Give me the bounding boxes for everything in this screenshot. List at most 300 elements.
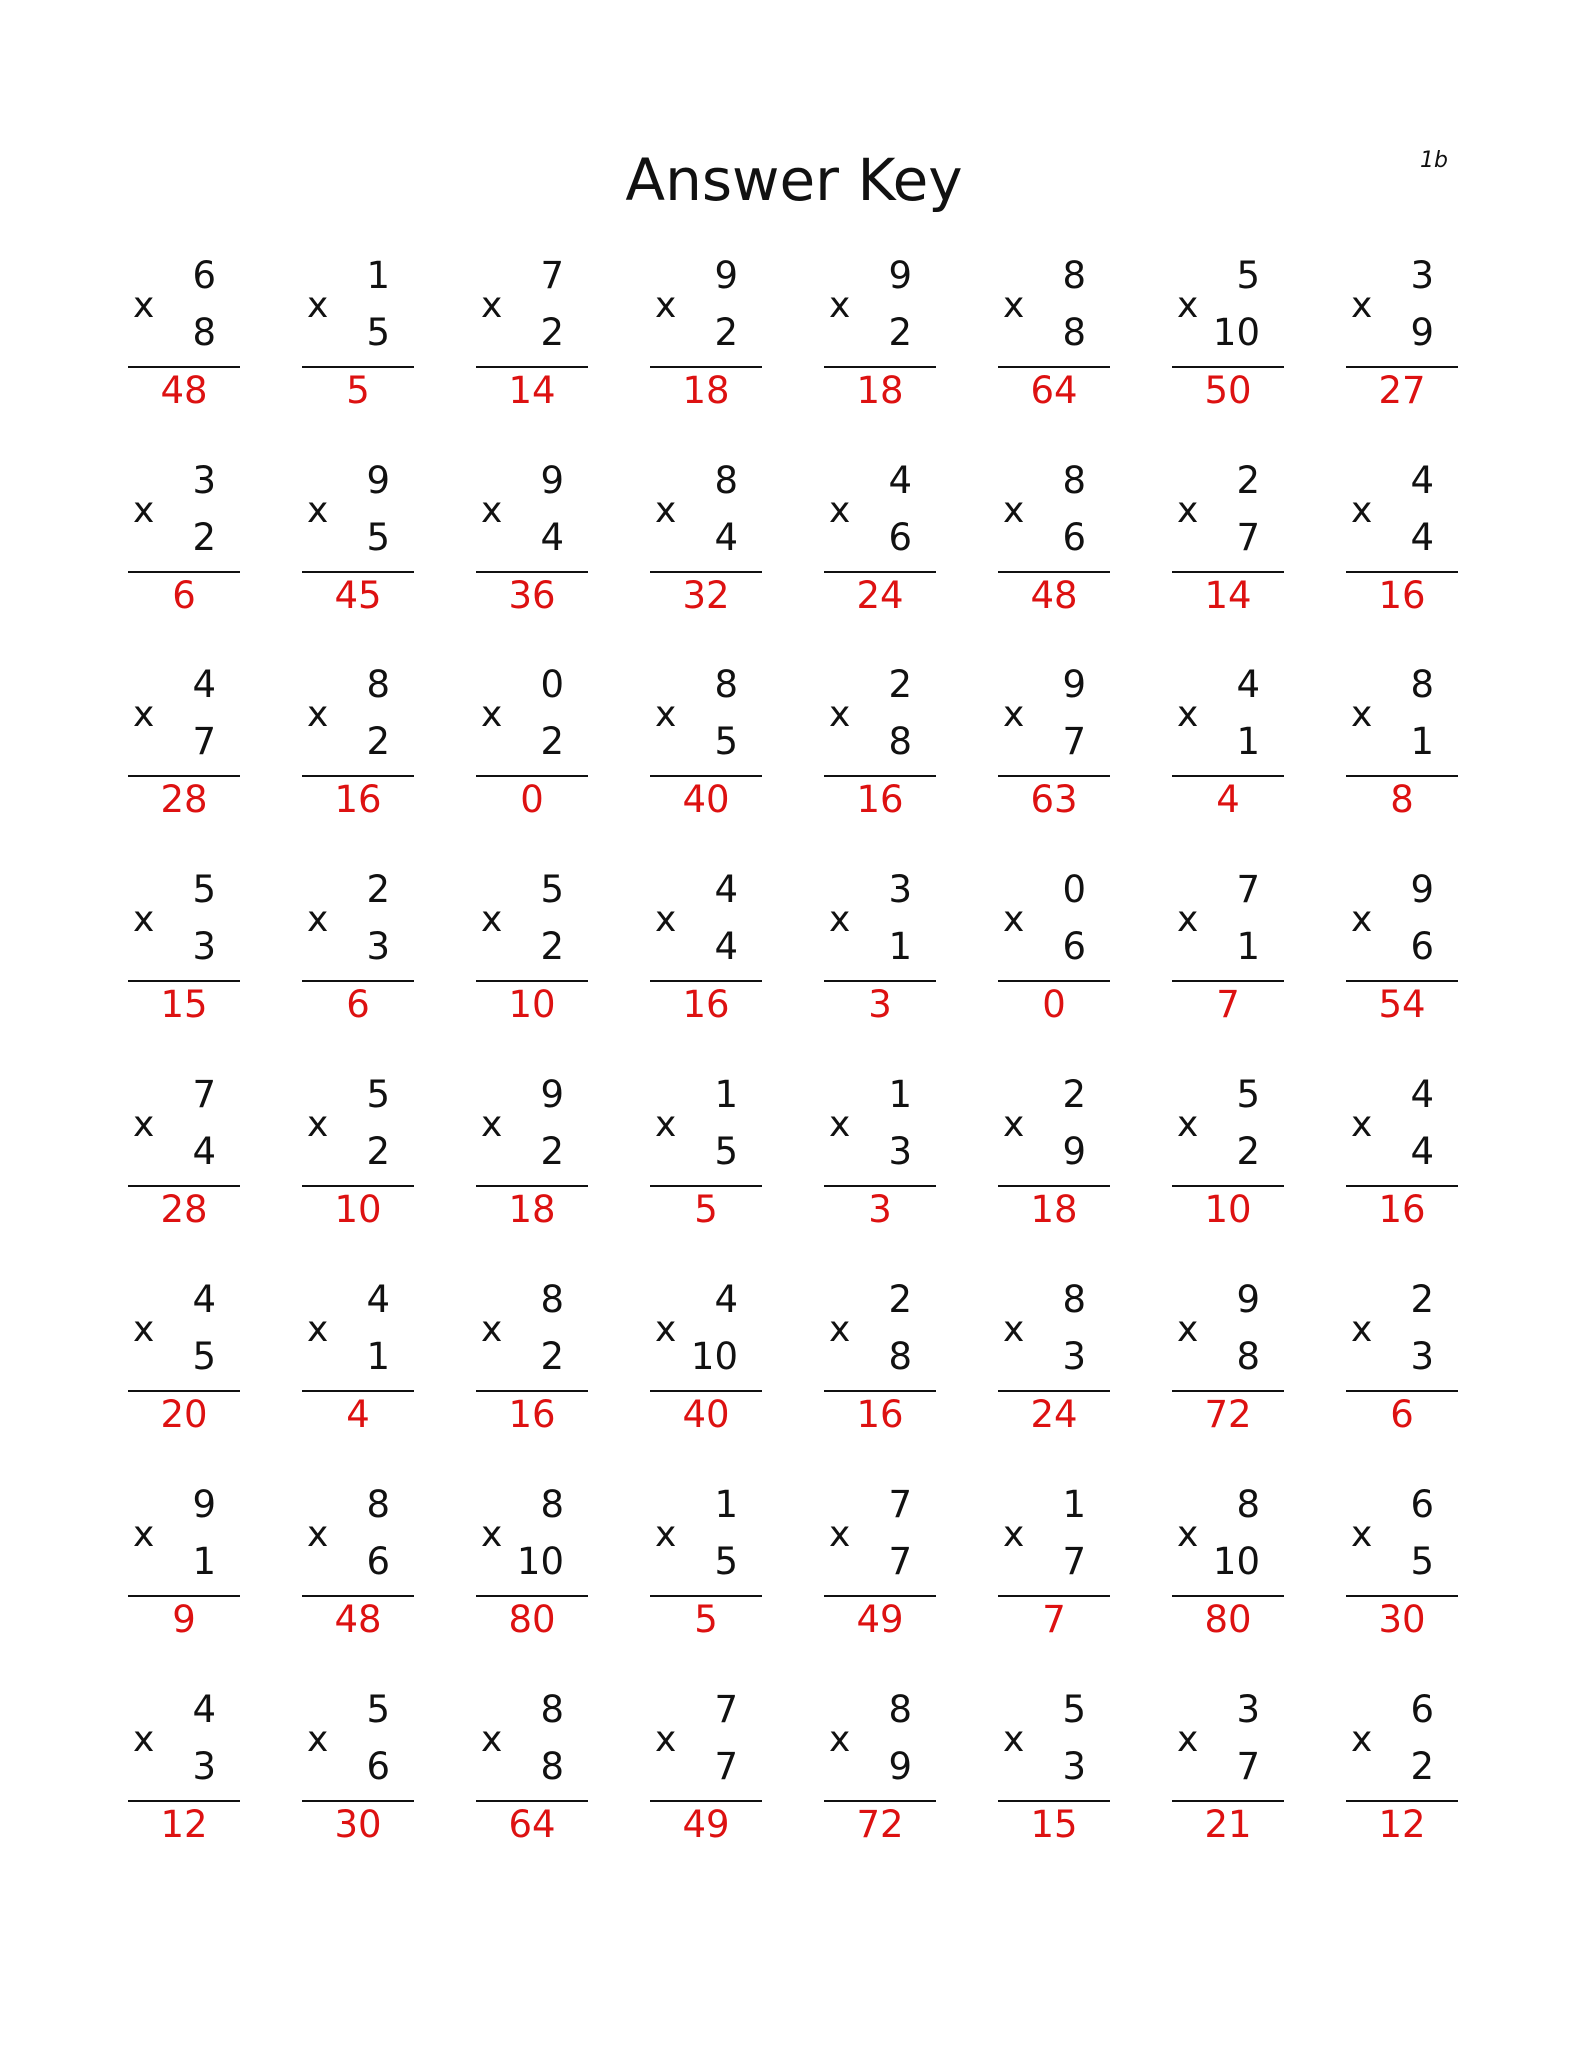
multiplicand: 8 bbox=[540, 1688, 564, 1731]
multiply-sign: x bbox=[1351, 285, 1373, 326]
answer-rule bbox=[302, 1595, 414, 1597]
multiplier: 1 bbox=[366, 1335, 390, 1378]
answer-rule bbox=[998, 1390, 1110, 1392]
answer: 20 bbox=[160, 1393, 208, 1436]
multiplier: 8 bbox=[1062, 311, 1086, 354]
multiplier: 7 bbox=[888, 1540, 912, 1583]
multiply-sign: x bbox=[481, 285, 503, 326]
problem-8-4 bbox=[650, 1686, 762, 1856]
multiply-sign: x bbox=[1003, 899, 1025, 940]
multiplicand: 4 bbox=[366, 1278, 390, 1321]
answer: 18 bbox=[508, 1188, 556, 1231]
multiply-sign: x bbox=[1003, 285, 1025, 326]
problem-7-3 bbox=[476, 1481, 588, 1651]
answer-rule bbox=[998, 1185, 1110, 1187]
problem-3-4 bbox=[650, 661, 762, 831]
multiplier: 2 bbox=[366, 1130, 390, 1173]
answer: 6 bbox=[172, 574, 196, 617]
multiplicand: 8 bbox=[714, 663, 738, 706]
multiplicand: 2 bbox=[1410, 1278, 1434, 1321]
answer-rule bbox=[476, 571, 588, 573]
multiplier: 2 bbox=[714, 311, 738, 354]
multiply-sign: x bbox=[133, 694, 155, 735]
multiplier: 7 bbox=[1062, 1540, 1086, 1583]
problem-6-1 bbox=[128, 1276, 240, 1446]
multiplicand: 1 bbox=[1062, 1483, 1086, 1526]
multiplier: 1 bbox=[1236, 720, 1260, 763]
answer: 5 bbox=[694, 1598, 718, 1641]
problem-7-4 bbox=[650, 1481, 762, 1651]
multiply-sign: x bbox=[1003, 694, 1025, 735]
problem-4-1 bbox=[128, 866, 240, 1036]
problem-7-8 bbox=[1346, 1481, 1458, 1651]
multiplier: 5 bbox=[714, 720, 738, 763]
problem-5-5 bbox=[824, 1071, 936, 1241]
multiplier: 3 bbox=[192, 1745, 216, 1788]
problem-1-8 bbox=[1346, 252, 1458, 422]
answer: 80 bbox=[1204, 1598, 1252, 1641]
multiply-sign: x bbox=[1003, 490, 1025, 531]
multiplicand: 1 bbox=[888, 1073, 912, 1116]
answer: 14 bbox=[508, 369, 556, 412]
problem-6-8 bbox=[1346, 1276, 1458, 1446]
answer: 49 bbox=[856, 1598, 904, 1641]
answer-rule bbox=[650, 1390, 762, 1392]
answer-rule bbox=[1172, 1595, 1284, 1597]
answer-rule bbox=[302, 775, 414, 777]
answer: 15 bbox=[160, 983, 208, 1026]
answer-rule bbox=[302, 1185, 414, 1187]
answer: 0 bbox=[520, 778, 544, 821]
multiplicand: 8 bbox=[1062, 254, 1086, 297]
answer-rule bbox=[1346, 571, 1458, 573]
multiplicand: 8 bbox=[1062, 459, 1086, 502]
multiply-sign: x bbox=[1177, 899, 1199, 940]
multiplicand: 7 bbox=[540, 254, 564, 297]
multiplier: 8 bbox=[888, 1335, 912, 1378]
multiplicand: 8 bbox=[366, 663, 390, 706]
multiplicand: 1 bbox=[714, 1073, 738, 1116]
multiplicand: 5 bbox=[1062, 1688, 1086, 1731]
multiplicand: 2 bbox=[1236, 459, 1260, 502]
problem-7-2 bbox=[302, 1481, 414, 1651]
problem-5-7 bbox=[1172, 1071, 1284, 1241]
multiply-sign: x bbox=[1003, 1309, 1025, 1350]
answer-rule bbox=[476, 775, 588, 777]
answer-rule bbox=[824, 1185, 936, 1187]
multiplier: 10 bbox=[1212, 311, 1260, 354]
multiplier: 2 bbox=[540, 1335, 564, 1378]
answer-rule bbox=[1172, 571, 1284, 573]
multiply-sign: x bbox=[829, 1719, 851, 1760]
multiplicand: 8 bbox=[366, 1483, 390, 1526]
problem-6-6 bbox=[998, 1276, 1110, 1446]
problem-7-5 bbox=[824, 1481, 936, 1651]
answer: 28 bbox=[160, 1188, 208, 1231]
answer: 3 bbox=[868, 1188, 892, 1231]
problem-8-2 bbox=[302, 1686, 414, 1856]
multiplier: 4 bbox=[714, 925, 738, 968]
problem-8-1 bbox=[128, 1686, 240, 1856]
multiplicand: 7 bbox=[888, 1483, 912, 1526]
answer-rule bbox=[302, 980, 414, 982]
answer: 63 bbox=[1030, 778, 1078, 821]
answer: 21 bbox=[1204, 1803, 1252, 1846]
multiply-sign: x bbox=[655, 285, 677, 326]
answer-rule bbox=[650, 1595, 762, 1597]
multiplier: 8 bbox=[192, 311, 216, 354]
answer: 6 bbox=[346, 983, 370, 1026]
answer: 54 bbox=[1378, 983, 1426, 1026]
multiplicand: 8 bbox=[888, 1688, 912, 1731]
multiplicand: 5 bbox=[1236, 254, 1260, 297]
answer: 5 bbox=[346, 369, 370, 412]
multiplier: 10 bbox=[516, 1540, 564, 1583]
answer: 45 bbox=[334, 574, 382, 617]
multiplicand: 1 bbox=[366, 254, 390, 297]
problem-8-8 bbox=[1346, 1686, 1458, 1856]
answer-rule bbox=[650, 571, 762, 573]
multiplicand: 7 bbox=[192, 1073, 216, 1116]
multiplier: 3 bbox=[1062, 1745, 1086, 1788]
answer: 64 bbox=[1030, 369, 1078, 412]
problem-2-3 bbox=[476, 457, 588, 627]
multiplier: 5 bbox=[1410, 1540, 1434, 1583]
multiply-sign: x bbox=[133, 1514, 155, 1555]
multiplicand: 9 bbox=[540, 459, 564, 502]
answer: 16 bbox=[334, 778, 382, 821]
multiplier: 5 bbox=[366, 516, 390, 559]
multiplicand: 8 bbox=[540, 1278, 564, 1321]
multiplicand: 9 bbox=[366, 459, 390, 502]
multiply-sign: x bbox=[307, 1309, 329, 1350]
answer: 14 bbox=[1204, 574, 1252, 617]
problem-1-6 bbox=[998, 252, 1110, 422]
problem-6-2 bbox=[302, 1276, 414, 1446]
multiplicand: 0 bbox=[1062, 868, 1086, 911]
answer: 10 bbox=[508, 983, 556, 1026]
answer: 24 bbox=[1030, 1393, 1078, 1436]
problem-8-3 bbox=[476, 1686, 588, 1856]
multiply-sign: x bbox=[1177, 1719, 1199, 1760]
multiply-sign: x bbox=[481, 1309, 503, 1350]
answer-rule bbox=[998, 980, 1110, 982]
problem-5-1 bbox=[128, 1071, 240, 1241]
multiply-sign: x bbox=[133, 1104, 155, 1145]
answer-rule bbox=[302, 366, 414, 368]
multiplier: 4 bbox=[1410, 516, 1434, 559]
multiplier: 3 bbox=[888, 1130, 912, 1173]
multiplier: 8 bbox=[888, 720, 912, 763]
multiply-sign: x bbox=[481, 1514, 503, 1555]
multiply-sign: x bbox=[133, 490, 155, 531]
multiply-sign: x bbox=[307, 285, 329, 326]
multiplicand: 4 bbox=[714, 1278, 738, 1321]
multiply-sign: x bbox=[1177, 285, 1199, 326]
problem-4-6 bbox=[998, 866, 1110, 1036]
multiplier: 5 bbox=[714, 1130, 738, 1173]
multiply-sign: x bbox=[829, 694, 851, 735]
multiply-sign: x bbox=[655, 694, 677, 735]
multiplier: 1 bbox=[192, 1540, 216, 1583]
answer: 48 bbox=[160, 369, 208, 412]
answer-rule bbox=[1346, 775, 1458, 777]
answer-rule bbox=[650, 980, 762, 982]
multiply-sign: x bbox=[307, 490, 329, 531]
problem-8-6 bbox=[998, 1686, 1110, 1856]
answer: 24 bbox=[856, 574, 904, 617]
problem-4-2 bbox=[302, 866, 414, 1036]
answer: 27 bbox=[1378, 369, 1426, 412]
multiplier: 7 bbox=[192, 720, 216, 763]
answer-rule bbox=[998, 1595, 1110, 1597]
problem-2-1 bbox=[128, 457, 240, 627]
answer: 7 bbox=[1216, 983, 1240, 1026]
multiplier: 8 bbox=[1236, 1335, 1260, 1378]
problem-8-5 bbox=[824, 1686, 936, 1856]
multiplier: 6 bbox=[1062, 516, 1086, 559]
multiplier: 2 bbox=[192, 516, 216, 559]
multiply-sign: x bbox=[481, 1104, 503, 1145]
answer: 15 bbox=[1030, 1803, 1078, 1846]
multiplicand: 6 bbox=[192, 254, 216, 297]
multiplicand: 9 bbox=[1410, 868, 1434, 911]
answer-rule bbox=[128, 1390, 240, 1392]
multiplier: 6 bbox=[1062, 925, 1086, 968]
multiply-sign: x bbox=[1351, 490, 1373, 531]
answer: 80 bbox=[508, 1598, 556, 1641]
multiplicand: 2 bbox=[366, 868, 390, 911]
answer-rule bbox=[824, 775, 936, 777]
problem-5-2 bbox=[302, 1071, 414, 1241]
answer-rule bbox=[1346, 366, 1458, 368]
problem-4-8 bbox=[1346, 866, 1458, 1036]
multiplicand: 5 bbox=[192, 868, 216, 911]
answer: 18 bbox=[682, 369, 730, 412]
problem-5-4 bbox=[650, 1071, 762, 1241]
answer: 16 bbox=[1378, 1188, 1426, 1231]
page-code: 1b bbox=[1420, 148, 1448, 173]
multiply-sign: x bbox=[307, 694, 329, 735]
answer: 9 bbox=[172, 1598, 196, 1641]
answer: 10 bbox=[334, 1188, 382, 1231]
answer-rule bbox=[824, 1390, 936, 1392]
answer-rule bbox=[128, 1595, 240, 1597]
multiplicand: 4 bbox=[1236, 663, 1260, 706]
answer: 4 bbox=[1216, 778, 1240, 821]
multiply-sign: x bbox=[1177, 694, 1199, 735]
problem-8-7 bbox=[1172, 1686, 1284, 1856]
answer: 40 bbox=[682, 778, 730, 821]
multiplicand: 4 bbox=[1410, 1073, 1434, 1116]
answer-rule bbox=[1172, 1800, 1284, 1802]
multiplier: 5 bbox=[366, 311, 390, 354]
answer: 36 bbox=[508, 574, 556, 617]
multiplier: 6 bbox=[888, 516, 912, 559]
answer: 16 bbox=[856, 778, 904, 821]
problem-4-5 bbox=[824, 866, 936, 1036]
multiplicand: 7 bbox=[1236, 868, 1260, 911]
multiplier: 9 bbox=[1410, 311, 1434, 354]
multiplier: 7 bbox=[1062, 720, 1086, 763]
answer-rule bbox=[1172, 1390, 1284, 1392]
answer-rule bbox=[128, 1800, 240, 1802]
answer-rule bbox=[1172, 366, 1284, 368]
problem-3-3 bbox=[476, 661, 588, 831]
answer-rule bbox=[650, 775, 762, 777]
problem-6-5 bbox=[824, 1276, 936, 1446]
answer: 7 bbox=[1042, 1598, 1066, 1641]
answer: 30 bbox=[1378, 1598, 1426, 1641]
multiply-sign: x bbox=[829, 285, 851, 326]
multiplicand: 8 bbox=[540, 1483, 564, 1526]
multiplicand: 4 bbox=[714, 868, 738, 911]
multiply-sign: x bbox=[133, 1309, 155, 1350]
answer-rule bbox=[302, 571, 414, 573]
problem-7-6 bbox=[998, 1481, 1110, 1651]
multiplicand: 7 bbox=[714, 1688, 738, 1731]
problem-2-2 bbox=[302, 457, 414, 627]
problem-4-7 bbox=[1172, 866, 1284, 1036]
multiplier: 1 bbox=[1236, 925, 1260, 968]
answer: 0 bbox=[1042, 983, 1066, 1026]
answer-rule bbox=[128, 1185, 240, 1187]
answer-rule bbox=[128, 980, 240, 982]
problem-1-5 bbox=[824, 252, 936, 422]
multiply-sign: x bbox=[481, 490, 503, 531]
multiplier: 3 bbox=[1062, 1335, 1086, 1378]
multiply-sign: x bbox=[829, 1309, 851, 1350]
problem-3-7 bbox=[1172, 661, 1284, 831]
multiplicand: 4 bbox=[1410, 459, 1434, 502]
answer: 3 bbox=[868, 983, 892, 1026]
multiplier: 4 bbox=[540, 516, 564, 559]
multiplicand: 9 bbox=[888, 254, 912, 297]
multiplicand: 9 bbox=[192, 1483, 216, 1526]
answer-rule bbox=[476, 1800, 588, 1802]
multiplicand: 3 bbox=[888, 868, 912, 911]
answer: 16 bbox=[508, 1393, 556, 1436]
answer: 8 bbox=[1390, 778, 1414, 821]
multiplier: 2 bbox=[1236, 1130, 1260, 1173]
answer: 50 bbox=[1204, 369, 1252, 412]
multiplicand: 8 bbox=[1062, 1278, 1086, 1321]
answer-rule bbox=[476, 366, 588, 368]
multiply-sign: x bbox=[655, 490, 677, 531]
multiplier: 1 bbox=[1410, 720, 1434, 763]
answer-rule bbox=[1172, 1185, 1284, 1187]
multiplier: 2 bbox=[540, 720, 564, 763]
multiply-sign: x bbox=[307, 899, 329, 940]
answer-rule bbox=[1346, 1595, 1458, 1597]
multiply-sign: x bbox=[1351, 899, 1373, 940]
multiply-sign: x bbox=[829, 899, 851, 940]
multiply-sign: x bbox=[829, 1514, 851, 1555]
answer-rule bbox=[476, 980, 588, 982]
multiply-sign: x bbox=[1177, 1514, 1199, 1555]
multiplier: 6 bbox=[366, 1540, 390, 1583]
answer-rule bbox=[824, 571, 936, 573]
answer: 12 bbox=[1378, 1803, 1426, 1846]
answer: 72 bbox=[1204, 1393, 1252, 1436]
multiply-sign: x bbox=[307, 1514, 329, 1555]
multiplicand: 2 bbox=[888, 663, 912, 706]
problem-1-4 bbox=[650, 252, 762, 422]
multiplicand: 9 bbox=[540, 1073, 564, 1116]
problem-3-6 bbox=[998, 661, 1110, 831]
multiplier: 9 bbox=[1062, 1130, 1086, 1173]
multiplicand: 4 bbox=[192, 663, 216, 706]
answer-rule bbox=[824, 1595, 936, 1597]
multiply-sign: x bbox=[655, 899, 677, 940]
answer-rule bbox=[824, 980, 936, 982]
answer-rule bbox=[1346, 1185, 1458, 1187]
answer-rule bbox=[302, 1800, 414, 1802]
answer-rule bbox=[1172, 775, 1284, 777]
multiply-sign: x bbox=[307, 1719, 329, 1760]
multiplier: 2 bbox=[540, 311, 564, 354]
multiplier: 6 bbox=[366, 1745, 390, 1788]
multiplier: 3 bbox=[192, 925, 216, 968]
answer: 4 bbox=[346, 1393, 370, 1436]
multiplicand: 2 bbox=[1062, 1073, 1086, 1116]
answer-rule bbox=[998, 366, 1110, 368]
multiplicand: 4 bbox=[192, 1688, 216, 1731]
answer-rule bbox=[1346, 1390, 1458, 1392]
multiplier: 10 bbox=[1212, 1540, 1260, 1583]
problem-5-6 bbox=[998, 1071, 1110, 1241]
problem-2-5 bbox=[824, 457, 936, 627]
multiplicand: 3 bbox=[192, 459, 216, 502]
multiplicand: 6 bbox=[1410, 1483, 1434, 1526]
answer-rule bbox=[1346, 1800, 1458, 1802]
multiplicand: 1 bbox=[714, 1483, 738, 1526]
problem-6-3 bbox=[476, 1276, 588, 1446]
problem-2-6 bbox=[998, 457, 1110, 627]
problem-1-1 bbox=[128, 252, 240, 422]
multiplicand: 3 bbox=[1410, 254, 1434, 297]
multiply-sign: x bbox=[1177, 1309, 1199, 1350]
answer: 16 bbox=[1378, 574, 1426, 617]
problem-3-5 bbox=[824, 661, 936, 831]
multiply-sign: x bbox=[481, 694, 503, 735]
multiplier: 3 bbox=[366, 925, 390, 968]
multiply-sign: x bbox=[133, 899, 155, 940]
answer: 10 bbox=[1204, 1188, 1252, 1231]
multiply-sign: x bbox=[481, 899, 503, 940]
problem-4-4 bbox=[650, 866, 762, 1036]
answer: 16 bbox=[856, 1393, 904, 1436]
answer-rule bbox=[1172, 980, 1284, 982]
multiplier: 9 bbox=[888, 1745, 912, 1788]
multiplicand: 5 bbox=[366, 1073, 390, 1116]
answer: 32 bbox=[682, 574, 730, 617]
answer: 72 bbox=[856, 1803, 904, 1846]
multiply-sign: x bbox=[655, 1514, 677, 1555]
multiply-sign: x bbox=[1351, 1514, 1373, 1555]
problem-1-7 bbox=[1172, 252, 1284, 422]
multiplier: 7 bbox=[1236, 516, 1260, 559]
answer-rule bbox=[128, 571, 240, 573]
multiply-sign: x bbox=[1351, 694, 1373, 735]
multiply-sign: x bbox=[829, 490, 851, 531]
multiply-sign: x bbox=[1351, 1104, 1373, 1145]
multiply-sign: x bbox=[655, 1104, 677, 1145]
multiplicand: 5 bbox=[540, 868, 564, 911]
answer: 48 bbox=[334, 1598, 382, 1641]
multiply-sign: x bbox=[1003, 1719, 1025, 1760]
multiply-sign: x bbox=[1177, 490, 1199, 531]
